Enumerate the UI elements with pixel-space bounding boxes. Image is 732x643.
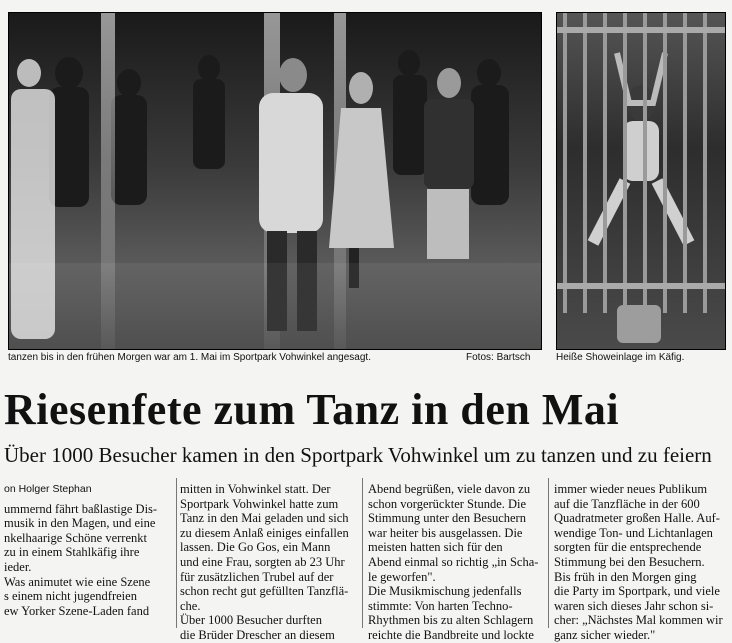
cage-photo-caption: Heiße Showeinlage im Käfig. xyxy=(556,352,685,363)
cage-illustration xyxy=(557,13,725,349)
article-line: reichte die Bandbreite und lockte xyxy=(368,627,534,642)
article-line: schon vorgerückter Stunde. Die xyxy=(368,496,527,511)
article-line: le geworfen". xyxy=(368,569,436,584)
article-line: Was animutet wie eine Szene xyxy=(4,574,151,589)
article-line: Über 1000 Besucher durften xyxy=(180,613,322,628)
dance-floor-photo xyxy=(8,12,542,350)
article-line: Rhythmen bis zu alten Schlagern xyxy=(368,613,534,628)
headline: Riesenfete zum Tanz in den Mai xyxy=(4,385,620,434)
article-line: stimmte: Von harten Techno- xyxy=(368,598,513,613)
article-line: Die Musikmischung jedenfalls xyxy=(368,584,522,599)
article-line: auf die Tanzfläche in der 600 xyxy=(554,496,700,511)
article-line: ieder. xyxy=(4,559,32,574)
article-line: meisten hatten sich für den xyxy=(368,540,503,555)
subheadline: Über 1000 Besucher kamen in den Sportpark Vohwinkel um zu tanzen und zu feiern xyxy=(4,443,712,467)
article-line: musik in den Magen, und eine xyxy=(4,516,156,531)
column-divider xyxy=(548,478,549,628)
article-line: Stimmung bei den Besuchern. xyxy=(554,554,705,569)
article-line: ummernd fährt baßlastige Dis- xyxy=(4,501,158,516)
article-line: Abend begrüßen, viele davon zu xyxy=(368,482,531,496)
article-line: ganz sicher wieder." xyxy=(554,627,656,642)
article-line: wendige Ton- und Lichtanlagen xyxy=(554,525,713,540)
article-line: mitten in Vohwinkel statt. Der xyxy=(180,482,331,496)
dance-floor-illustration xyxy=(9,13,541,349)
article-line: sorgten für die entsprechende xyxy=(554,540,702,555)
article-line: die Party im Sportpark, und viele xyxy=(554,584,720,599)
article-column-2 xyxy=(180,482,354,643)
article-column-1 xyxy=(4,482,172,618)
article-column-3 xyxy=(368,482,544,643)
article-line: immer wieder neues Publikum xyxy=(554,482,708,496)
photo-credit: Fotos: Bartsch xyxy=(466,352,531,363)
article-line: nkelhaarige Schöne verrenkt xyxy=(4,530,147,545)
article-line: zu in einem Stahlkäfig ihre xyxy=(4,545,140,560)
article-line: die Brüder Drescher an diesem xyxy=(180,627,335,642)
byline: on Holger Stephan xyxy=(4,483,92,495)
column-divider xyxy=(362,478,363,628)
article-line: Quadratmeter großen Halle. Auf- xyxy=(554,511,720,526)
article-line: Abend einmal so richtig „in Scha- xyxy=(368,554,539,569)
article-line: che. xyxy=(180,598,201,613)
article-line: cher: „Nächstes Mal kommen wir xyxy=(554,613,723,628)
article-line: s einem nicht jugendfreien xyxy=(4,589,137,604)
article-line: schon recht gut gefüllten Tanzflä- xyxy=(180,584,349,599)
article-line: Bis früh in den Morgen ging xyxy=(554,569,697,584)
article-line: waren sich dieses Jahr schon si- xyxy=(554,598,714,613)
article-line: Stimmung unter den Besuchern xyxy=(368,511,526,526)
column-divider xyxy=(176,478,177,628)
article-line: und eine Frau, sorgten ab 23 Uhr xyxy=(180,554,345,569)
article-line: war heiter bis ausgelassen. Die xyxy=(368,525,523,540)
article-line: ew Yorker Szene-Laden fand xyxy=(4,603,150,618)
article-line: Sportpark Vohwinkel hatte zum xyxy=(180,496,339,511)
article-line: zu diesem Anlaß einiges einfallen xyxy=(180,525,349,540)
article-line: lassen. Die Go Gos, ein Mann xyxy=(180,540,331,555)
main-photo-caption: tanzen bis in den frühen Morgen war am 1. Mai im Sportpark Vohwinkel angesagt. xyxy=(8,352,371,363)
article-line: Tanz in den Mai geladen und sich xyxy=(180,511,349,526)
cage-dancer-photo xyxy=(556,12,726,350)
article-column-4 xyxy=(554,482,728,643)
article-line: für zusätzlichen Trubel auf der xyxy=(180,569,334,584)
